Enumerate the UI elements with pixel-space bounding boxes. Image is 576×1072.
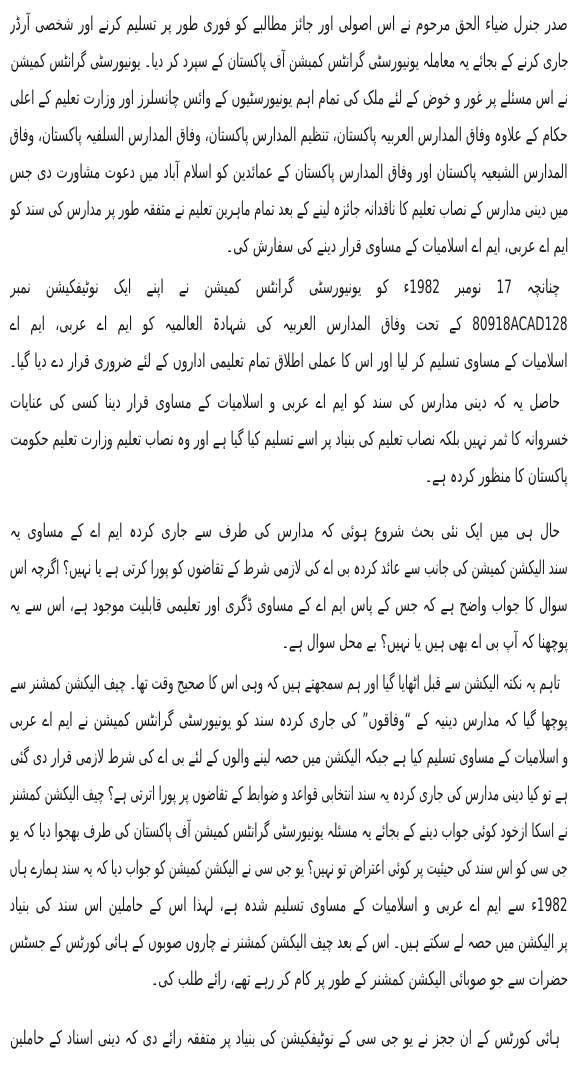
line-text: و اسلامیات کے مساوی تسلیم کیا ہے جبکہ الیکشن میں حصہ لینے والوں کے لئے بی اے کی شرط لازمی قرار دی گئی: [10, 746, 568, 768]
line-text: نے اس مسئلے پر غور و خوض کے لئے ملک کی تمام اہم یونیورسٹیوں کے وائس چانسلرز اور وزارت تعلیم کے اعلی: [10, 87, 568, 109]
line-text: میں دینی مدارس کے نصاب تعلیم کا ناقدانہ جائزہ لینے کے بعد تمام ماہرین تعلیم نے متفقہ طور پر مدارس کی سند کو: [10, 198, 568, 220]
line-text: 1982ء سے ایم اے عربی و اسلامیات کے مساوی تسلیم شدہ ہے، لہذا اس کے حاملین اس سند کی بنیاد: [10, 894, 568, 916]
text-line: [10, 813, 568, 850]
text-line: [10, 458, 568, 495]
line-text: جی سی کو اس سند کی حیثیت پر کوئی اعتراض تو نہیں؟ یو جی سی نے الیکشن کمیشن کو جواب دیا کہ یہ سند ہمارے ہاں: [10, 857, 568, 879]
paragraph: [10, 6, 568, 265]
text-line: [10, 665, 568, 702]
line-text: پر الیکشن میں حصہ لے سکتے ہیں۔ اس کے بعد چیف الیکشن کمشنر نے چاروں صوبوں کے ہائی کورٹس کے جسٹس: [10, 931, 568, 953]
paragraph: [10, 269, 568, 380]
line-text: تاہم یہ نکتہ الیکشن سے قبل اٹھایا گیا اور ہم سمجھتے ہیں کہ وہی اس کا صحیح وقت تھا۔ چیف الیکشن کمشنر سے: [10, 672, 560, 694]
line-text: اسلامیات کے مساوی تسلیم کر لیا اور اس کا عملی اطلاق تمام تعلیمی اداروں کے لئے ضروری قرار دے دیا گیا۔: [10, 350, 568, 372]
text-line: [10, 43, 568, 80]
text-line: [10, 587, 568, 624]
line-text: ہے تو کیا دینی مدارس کی جاری کردہ یہ سند انتخابی قواعد و ضوابط کے تقاضوں پر پورا اترتی ہے؟ چیف الیکشن کمشنر: [10, 783, 568, 805]
line-text: پوچھا گیا کہ مدارس دینیہ کے “وفاقوں” کی جاری کردہ سند کو یونیورسٹی گرانٹس کمیشن نے ایم اے عربی: [10, 709, 568, 731]
line-text: 80918ACAD128 کے تحت وفاق المدارس العربیہ کی شہادۃ العالمیہ کو ایم اے عربی، ایم اے: [10, 313, 568, 335]
text-line: [10, 154, 568, 191]
text-line: [10, 887, 568, 924]
text-line: [10, 961, 568, 998]
text-line: [10, 850, 568, 887]
paragraph: [10, 1020, 568, 1057]
text-line: [10, 624, 568, 661]
text-line: [10, 421, 568, 458]
line-text: حال ہی میں ایک نئی بحث شروع ہوئی کہ مدارس کی طرف سے جاری کردہ ایم اے کے مساوی یہ: [10, 520, 560, 542]
text-line: [10, 924, 568, 961]
line-text: حضرات سے جو صوبائی الیکشن کمشنر کے طور پر کام کر رہے تھے، رائے طلب کی۔: [151, 968, 568, 990]
line-text: صدر جنرل ضیاء الحق مرحوم نے اس اصولی اور جائز مطالبے کو فوری طور پر تسلیم کرنے اور شخصی آرڈر: [10, 13, 568, 35]
line-text: چنانچہ 17 نومبر 1982ء کو یونیورسٹی گرانٹس کمیشن نے اپنے ایک نوٹیفکیشن نمبر: [10, 276, 560, 298]
line-text: خسروانہ کا ثمر نہیں بلکہ نصاب تعلیم کی بنیاد پر اسے تسلیم کیا گیا ہے اور وہ نصاب تعلیم وزارت تعلیم حکومت: [10, 428, 568, 450]
line-text: حکام کے علاوہ وفاق المدارس العربیہ پاکستان، تنظیم المدارس پاکستان، وفاق المدارس السلفیہ پاکستان، وفاق: [10, 124, 568, 146]
text-line: [10, 343, 568, 380]
line-text: حاصل یہ کہ دینی مدارس کی سند کو ایم اے عربی و اسلامیات کے مساوی قرار دینا کسی کی عنایات: [10, 391, 560, 413]
line-text: سوال کا جواب واضح ہے کہ جس کے پاس ایم اے کے مساوی ڈگری اور تعلیمی قابلیت موجود ہے، اس سے یہ: [10, 594, 568, 616]
line-text: پاکستان کا منظور کردہ ہے۔: [425, 465, 568, 487]
text-line: [10, 228, 568, 265]
line-text: جاری کرنے کے بجائے یہ معاملہ یونیورسٹی گرانٹس کمیشن آف پاکستان کے سپرد کر دیا۔ یونیورسٹی گرانٹس کمیشن: [10, 50, 568, 72]
text-line: [10, 1020, 568, 1057]
text-line: [10, 191, 568, 228]
text-line: [10, 776, 568, 813]
text-line: [10, 702, 568, 739]
text-line: [10, 550, 568, 587]
text-line: [10, 6, 568, 43]
line-text: نے اسکا ازخود کوئی جواب دینے کے بجائے یہ مسئلہ یونیورسٹی گرانٹس کمیشن آف پاکستان کی طرف بھجوا دیا کہ یو: [10, 820, 568, 842]
paragraph: [10, 384, 568, 495]
paragraph: [10, 513, 568, 661]
text-line: [10, 384, 568, 421]
text-line: [10, 80, 568, 117]
text-line: [10, 513, 568, 550]
line-text: پوچھنا کہ آپ بی اے بھی ہیں یا نہیں؟ بے محل سوال ہے۔: [281, 631, 568, 653]
line-text: المدارس الشیعیہ پاکستان اور وفاق المدارس پاکستان کے عمائدین کو اسلام آباد میں دعوت مشاورت دی جس: [10, 161, 568, 183]
line-text: سند الیکشن کمیشن کی جانب سے عائد کردہ بی اے کی لازمی شرط کے تقاضوں کو پورا کرتی ہے یا نہیں؟ اگرچہ اس: [10, 557, 568, 579]
line-text: ہائی کورٹس کے ان ججز نے یو جی سی کے نوٹیفکیشن کی بنیاد پر متفقہ رائے دی کہ دینی اسناد کے حاملین: [10, 1027, 560, 1049]
line-text: ایم اے عربی، ایم اے اسلامیات کے مساوی قرار دینے کی سفارش کی۔: [225, 235, 568, 257]
text-line: [10, 117, 568, 154]
paragraph: [10, 665, 568, 998]
text-line: [10, 739, 568, 776]
text-line: [10, 306, 568, 343]
text-line: [10, 269, 568, 306]
